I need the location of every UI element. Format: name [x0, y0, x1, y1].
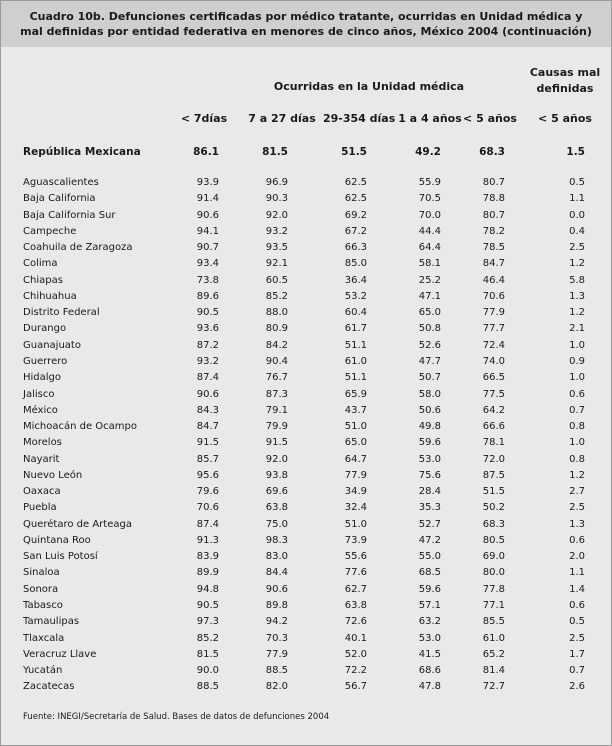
- state-name: Jalisco: [23, 388, 55, 400]
- table-row: [1, 419, 611, 435]
- table-cell: 90.5: [196, 600, 219, 612]
- table-row: [1, 614, 611, 630]
- table-cell: 89.6: [196, 290, 219, 302]
- causas-header-line-1: Causas mal: [529, 66, 601, 79]
- table-cell: 80.5: [482, 534, 505, 546]
- table-row: [1, 582, 611, 598]
- table-cell: 93.2: [196, 355, 219, 367]
- state-name: Puebla: [23, 502, 57, 514]
- table-cell: 1.1: [569, 193, 585, 205]
- table-cell: 60.4: [344, 307, 367, 319]
- table-cell: 77.5: [482, 388, 505, 400]
- column-header-1-4-years: 1 a 4 años: [398, 112, 462, 125]
- state-name: Distrito Federal: [23, 307, 100, 319]
- group-header: Ocurridas en la Unidad médica: [273, 80, 465, 93]
- table-cell: 73.8: [196, 274, 219, 286]
- table-cell: 50.8: [418, 323, 441, 335]
- table-cell: 84.2: [265, 339, 288, 351]
- table-cell: 70.6: [482, 290, 505, 302]
- table-cell: 1.2: [569, 258, 585, 270]
- state-name: Zacatecas: [23, 681, 75, 693]
- table-cell: 0.5: [569, 177, 585, 188]
- column-header-causas-under-5-years: < 5 años: [538, 112, 592, 125]
- table-row: [1, 370, 611, 386]
- state-name: Michoacán de Ocampo: [23, 421, 138, 433]
- table-cell: 51.0: [344, 518, 367, 530]
- table-cell: 90.6: [196, 209, 219, 221]
- table-cell: 79.1: [265, 404, 288, 416]
- table-cell: 90.5: [196, 307, 219, 319]
- table-cell: 93.6: [196, 323, 219, 335]
- table-cell: 91.5: [265, 437, 288, 449]
- table-cell: 93.9: [196, 177, 219, 188]
- table-cell: 87.5: [482, 469, 505, 481]
- table-cell: 52.6: [418, 339, 441, 351]
- table-cell: 50.7: [418, 372, 441, 384]
- table-cell: 47.1: [418, 290, 441, 302]
- table-row: [1, 452, 611, 468]
- table-cell: 87.3: [265, 388, 288, 400]
- table-cell: 82.0: [265, 681, 288, 693]
- table-cell: 0.4: [569, 225, 585, 237]
- table-cell: 73.9: [344, 534, 367, 546]
- table-cell: 56.7: [344, 681, 367, 693]
- table-cell: 77.9: [344, 469, 367, 481]
- table-cell: 47.2: [418, 534, 441, 546]
- table-cell: 49.8: [418, 421, 441, 433]
- table-cell: 93.2: [265, 225, 288, 237]
- table-cell: 63.8: [344, 600, 367, 612]
- table-cell: 96.9: [265, 177, 288, 188]
- table-cell: 66.3: [344, 242, 367, 254]
- state-name: Sinaloa: [23, 567, 60, 579]
- table-cell: 1.3: [569, 290, 585, 302]
- table-row: [1, 175, 611, 191]
- table-cell: 65.9: [344, 388, 367, 400]
- table-row: [1, 565, 611, 581]
- table-cell: 51.1: [344, 339, 367, 351]
- table-row: [1, 240, 611, 256]
- table-cell: 80.9: [265, 323, 288, 335]
- table-cell: 85.7: [196, 453, 219, 465]
- table-row: [1, 631, 611, 647]
- table-cell: 61.0: [482, 632, 505, 644]
- table-cell: 0.6: [569, 600, 585, 612]
- table-cell: 58.0: [418, 388, 441, 400]
- table-cell: 90.6: [196, 388, 219, 400]
- table-cell: 77.9: [265, 648, 288, 660]
- table-cell: 43.7: [344, 404, 367, 416]
- table-cell: 77.9: [482, 307, 505, 319]
- table-cell: 98.3: [265, 534, 288, 546]
- state-name: Baja California Sur: [23, 209, 116, 221]
- table-cell: 93.4: [196, 258, 219, 270]
- table-cell: 75.0: [265, 518, 288, 530]
- table-cell: 25.2: [418, 274, 441, 286]
- national-value: 49.2: [415, 146, 441, 158]
- table-cell: 69.0: [482, 551, 505, 563]
- table-cell: 0.7: [569, 665, 585, 677]
- table-cell: 83.9: [196, 551, 219, 563]
- causas-header-line-2: definidas: [536, 82, 594, 95]
- state-name: San Luis Potosí: [23, 551, 98, 563]
- table-cell: 2.0: [569, 551, 585, 563]
- state-name: Baja California: [23, 193, 96, 205]
- table-cell: 53.0: [418, 453, 441, 465]
- state-name: Yucatán: [23, 665, 63, 677]
- table-cell: 2.5: [569, 502, 585, 514]
- table-cell: 65.2: [482, 648, 505, 660]
- table-cell: 91.4: [196, 193, 219, 205]
- table-cell: 72.6: [344, 616, 367, 628]
- table-cell: 52.7: [418, 518, 441, 530]
- table-cell: 2.1: [569, 323, 585, 335]
- table-cell: 1.2: [569, 469, 585, 481]
- table-cell: 84.7: [482, 258, 505, 270]
- table-cell: 1.1: [569, 567, 585, 579]
- table-cell: 55.6: [344, 551, 367, 563]
- state-name: Campeche: [23, 225, 77, 237]
- table-cell: 78.1: [482, 437, 505, 449]
- table-cell: 69.6: [265, 486, 288, 498]
- table-cell: 79.6: [196, 486, 219, 498]
- table-cell: 77.6: [344, 567, 367, 579]
- table-cell: 0.7: [569, 404, 585, 416]
- state-name: Guerrero: [23, 355, 68, 367]
- table-cell: 93.8: [265, 469, 288, 481]
- table-cell: 58.1: [418, 258, 441, 270]
- table-cell: 91.5: [196, 437, 219, 449]
- table-cell: 64.2: [482, 404, 505, 416]
- table-cell: 1.3: [569, 518, 585, 530]
- table-cell: 70.3: [265, 632, 288, 644]
- table-cell: 32.4: [344, 502, 367, 514]
- table-row: [1, 679, 611, 695]
- table-cell: 94.8: [196, 583, 219, 595]
- table-cell: 97.3: [196, 616, 219, 628]
- table-cell: 72.2: [344, 665, 367, 677]
- table-cell: 5.8: [569, 274, 585, 286]
- state-name: Nuevo León: [23, 469, 83, 481]
- table-cell: 63.8: [265, 502, 288, 514]
- state-name: Colima: [23, 258, 58, 270]
- table-cell: 2.5: [569, 242, 585, 254]
- national-name: República Mexicana: [23, 146, 141, 158]
- table-cell: 78.8: [482, 193, 505, 205]
- table-cell: 68.3: [482, 518, 505, 530]
- table-row: [1, 208, 611, 224]
- state-name: Hidalgo: [23, 372, 62, 384]
- table-cell: 87.4: [196, 372, 219, 384]
- table-cell: 65.0: [418, 307, 441, 319]
- table-cell: 91.3: [196, 534, 219, 546]
- table-cell: 92.1: [265, 258, 288, 270]
- table-cell: 77.1: [482, 600, 505, 612]
- table-cell: 68.5: [418, 567, 441, 579]
- table-cell: 44.4: [418, 225, 441, 237]
- national-row: [1, 144, 611, 160]
- table-cell: 90.6: [265, 583, 288, 595]
- table-cell: 78.5: [482, 242, 505, 254]
- table-cell: 62.5: [344, 193, 367, 205]
- table-row: [1, 647, 611, 663]
- state-name: Veracruz Llave: [23, 648, 97, 660]
- table-row: [1, 435, 611, 451]
- table-cell: 77.7: [482, 323, 505, 335]
- state-name: Aguascalientes: [23, 177, 99, 188]
- table-cell: 60.5: [265, 274, 288, 286]
- table-row: [1, 191, 611, 207]
- table-row: [1, 403, 611, 419]
- table-row: [1, 354, 611, 370]
- table-cell: 85.2: [196, 632, 219, 644]
- table-cell: 84.3: [196, 404, 219, 416]
- table-cell: 40.1: [344, 632, 367, 644]
- state-name: Sonora: [23, 583, 59, 595]
- table-cell: 65.0: [344, 437, 367, 449]
- table-cell: 80.7: [482, 209, 505, 221]
- table-row: [1, 273, 611, 289]
- column-header-under-5-years: < 5 años: [463, 112, 517, 125]
- table-title: [1, 1, 611, 47]
- table-cell: 52.0: [344, 648, 367, 660]
- column-header-under-7-days: < 7días: [180, 112, 228, 125]
- table-cell: 72.4: [482, 339, 505, 351]
- table-cell: 66.6: [482, 421, 505, 433]
- state-name: Nayarit: [23, 453, 60, 465]
- table-cell: 55.0: [418, 551, 441, 563]
- table-cell: 84.7: [196, 421, 219, 433]
- table-cell: 75.6: [418, 469, 441, 481]
- table-cell: 88.5: [196, 681, 219, 693]
- table-cell: 94.2: [265, 616, 288, 628]
- national-value: 1.5: [566, 146, 585, 158]
- table-cell: 1.0: [569, 372, 585, 384]
- table-cell: 0.8: [569, 421, 585, 433]
- table-row: [1, 549, 611, 565]
- causas-header: [521, 65, 609, 97]
- table-cell: 80.7: [482, 177, 505, 188]
- table-cell: 81.4: [482, 665, 505, 677]
- table-cell: 51.5: [482, 486, 505, 498]
- table-cell: 61.7: [344, 323, 367, 335]
- table-cell: 53.2: [344, 290, 367, 302]
- table-cell: 0.6: [569, 534, 585, 546]
- table-cell: 2.7: [569, 486, 585, 498]
- state-name: Quintana Roo: [23, 534, 91, 546]
- table-cell: 69.2: [344, 209, 367, 221]
- table-cell: 72.7: [482, 681, 505, 693]
- table-cell: 90.0: [196, 665, 219, 677]
- state-name: Querétaro de Arteaga: [23, 518, 132, 530]
- table-cell: 79.9: [265, 421, 288, 433]
- table-cell: 92.0: [265, 453, 288, 465]
- column-header-7-27-days: 7 a 27 días: [248, 112, 316, 125]
- table-cell: 70.6: [196, 502, 219, 514]
- table-cell: 62.5: [344, 177, 367, 188]
- table-cell: 70.0: [418, 209, 441, 221]
- table-cell: 68.6: [418, 665, 441, 677]
- table-cell: 66.5: [482, 372, 505, 384]
- table-cell: 59.6: [418, 437, 441, 449]
- table-cell: 84.4: [265, 567, 288, 579]
- table-row: [1, 598, 611, 614]
- table-cell: 47.7: [418, 355, 441, 367]
- table-cell: 34.9: [344, 486, 367, 498]
- table-row: [1, 256, 611, 272]
- table-cell: 87.2: [196, 339, 219, 351]
- table-row: [1, 338, 611, 354]
- table-cell: 35.3: [418, 502, 441, 514]
- table-cell: 2.6: [569, 681, 585, 693]
- table-cell: 0.8: [569, 453, 585, 465]
- table-cell: 88.5: [265, 665, 288, 677]
- table-cell: 41.5: [418, 648, 441, 660]
- state-name: Oaxaca: [23, 486, 61, 498]
- table-row: [1, 663, 611, 679]
- national-value: 81.5: [262, 146, 288, 158]
- title-line-2: mal definidas por entidad federativa en menores de cinco años, México 2004 (continuación): [20, 25, 592, 38]
- table-cell: 1.0: [569, 437, 585, 449]
- table-cell: 1.2: [569, 307, 585, 319]
- table-cell: 76.7: [265, 372, 288, 384]
- table-row: [1, 484, 611, 500]
- table-cell: 1.4: [569, 583, 585, 595]
- table-cell: 63.2: [418, 616, 441, 628]
- table-cell: 67.2: [344, 225, 367, 237]
- state-name: México: [23, 404, 58, 416]
- table-cell: 50.2: [482, 502, 505, 514]
- table-cell: 62.7: [344, 583, 367, 595]
- table-cell: 87.4: [196, 518, 219, 530]
- state-name: Coahuila de Zaragoza: [23, 242, 133, 254]
- table-cell: 1.7: [569, 648, 585, 660]
- table-row: [1, 517, 611, 533]
- table-row: [1, 289, 611, 305]
- table-cell: 53.0: [418, 632, 441, 644]
- table-cell: 83.0: [265, 551, 288, 563]
- table-cell: 94.1: [196, 225, 219, 237]
- table-cell: 93.5: [265, 242, 288, 254]
- table-cell: 77.8: [482, 583, 505, 595]
- table-row: [1, 387, 611, 403]
- table-row: [1, 305, 611, 321]
- table-cell: 92.0: [265, 209, 288, 221]
- national-value: 68.3: [479, 146, 505, 158]
- source-note: Fuente: INEGI/Secretaría de Salud. Bases de datos de defunciones 2004: [23, 712, 330, 722]
- table-cell: 85.0: [344, 258, 367, 270]
- table-cell: 46.4: [482, 274, 505, 286]
- table-cell: 2.5: [569, 632, 585, 644]
- table-cell: 0.5: [569, 616, 585, 628]
- state-name: Tlaxcala: [23, 632, 65, 644]
- state-name: Morelos: [23, 437, 62, 449]
- table-cell: 88.0: [265, 307, 288, 319]
- table-cell: 95.6: [196, 469, 219, 481]
- table-cell: 64.7: [344, 453, 367, 465]
- table-row: [1, 321, 611, 337]
- table-cell: 85.5: [482, 616, 505, 628]
- table-cell: 90.4: [265, 355, 288, 367]
- table-cell: 47.8: [418, 681, 441, 693]
- table-cell: 81.5: [196, 648, 219, 660]
- title-line-1: Cuadro 10b. Defunciones certificadas por médico tratante, ocurridas en Unidad médica y: [29, 10, 583, 23]
- table-cell: 36.4: [344, 274, 367, 286]
- state-name: Tabasco: [23, 600, 63, 612]
- table-cell: 55.9: [418, 177, 441, 188]
- table-row: [1, 533, 611, 549]
- table-cell: 61.0: [344, 355, 367, 367]
- table-cell: 51.0: [344, 421, 367, 433]
- table-cell: 0.0: [569, 209, 585, 221]
- table-cell: 85.2: [265, 290, 288, 302]
- table-cell: 64.4: [418, 242, 441, 254]
- table-cell: 0.9: [569, 355, 585, 367]
- state-name: Chiapas: [23, 274, 63, 286]
- table-cell: 74.0: [482, 355, 505, 367]
- table-cell: 0.6: [569, 388, 585, 400]
- table-cell: 28.4: [418, 486, 441, 498]
- table-row: [1, 500, 611, 516]
- table-row: [1, 468, 611, 484]
- table-cell: 80.0: [482, 567, 505, 579]
- table-cell: 1.0: [569, 339, 585, 351]
- table-cell: 50.6: [418, 404, 441, 416]
- state-name: Guanajuato: [23, 339, 81, 351]
- table-cell: 90.7: [196, 242, 219, 254]
- state-name: Tamaulipas: [23, 616, 80, 628]
- table-cell: 51.1: [344, 372, 367, 384]
- table-cell: 59.6: [418, 583, 441, 595]
- table-cell: 78.2: [482, 225, 505, 237]
- table-cell: 90.3: [265, 193, 288, 205]
- table-cell: 57.1: [418, 600, 441, 612]
- table-cell: 70.5: [418, 193, 441, 205]
- national-value: 51.5: [341, 146, 367, 158]
- table-cell: 89.8: [265, 600, 288, 612]
- table-cell: 89.9: [196, 567, 219, 579]
- column-header-29-354-days: 29-354 días: [323, 112, 396, 125]
- table-cell: 72.0: [482, 453, 505, 465]
- state-name: Chihuahua: [23, 290, 77, 302]
- national-value: 86.1: [193, 146, 219, 158]
- state-name: Durango: [23, 323, 67, 335]
- table-row: [1, 224, 611, 240]
